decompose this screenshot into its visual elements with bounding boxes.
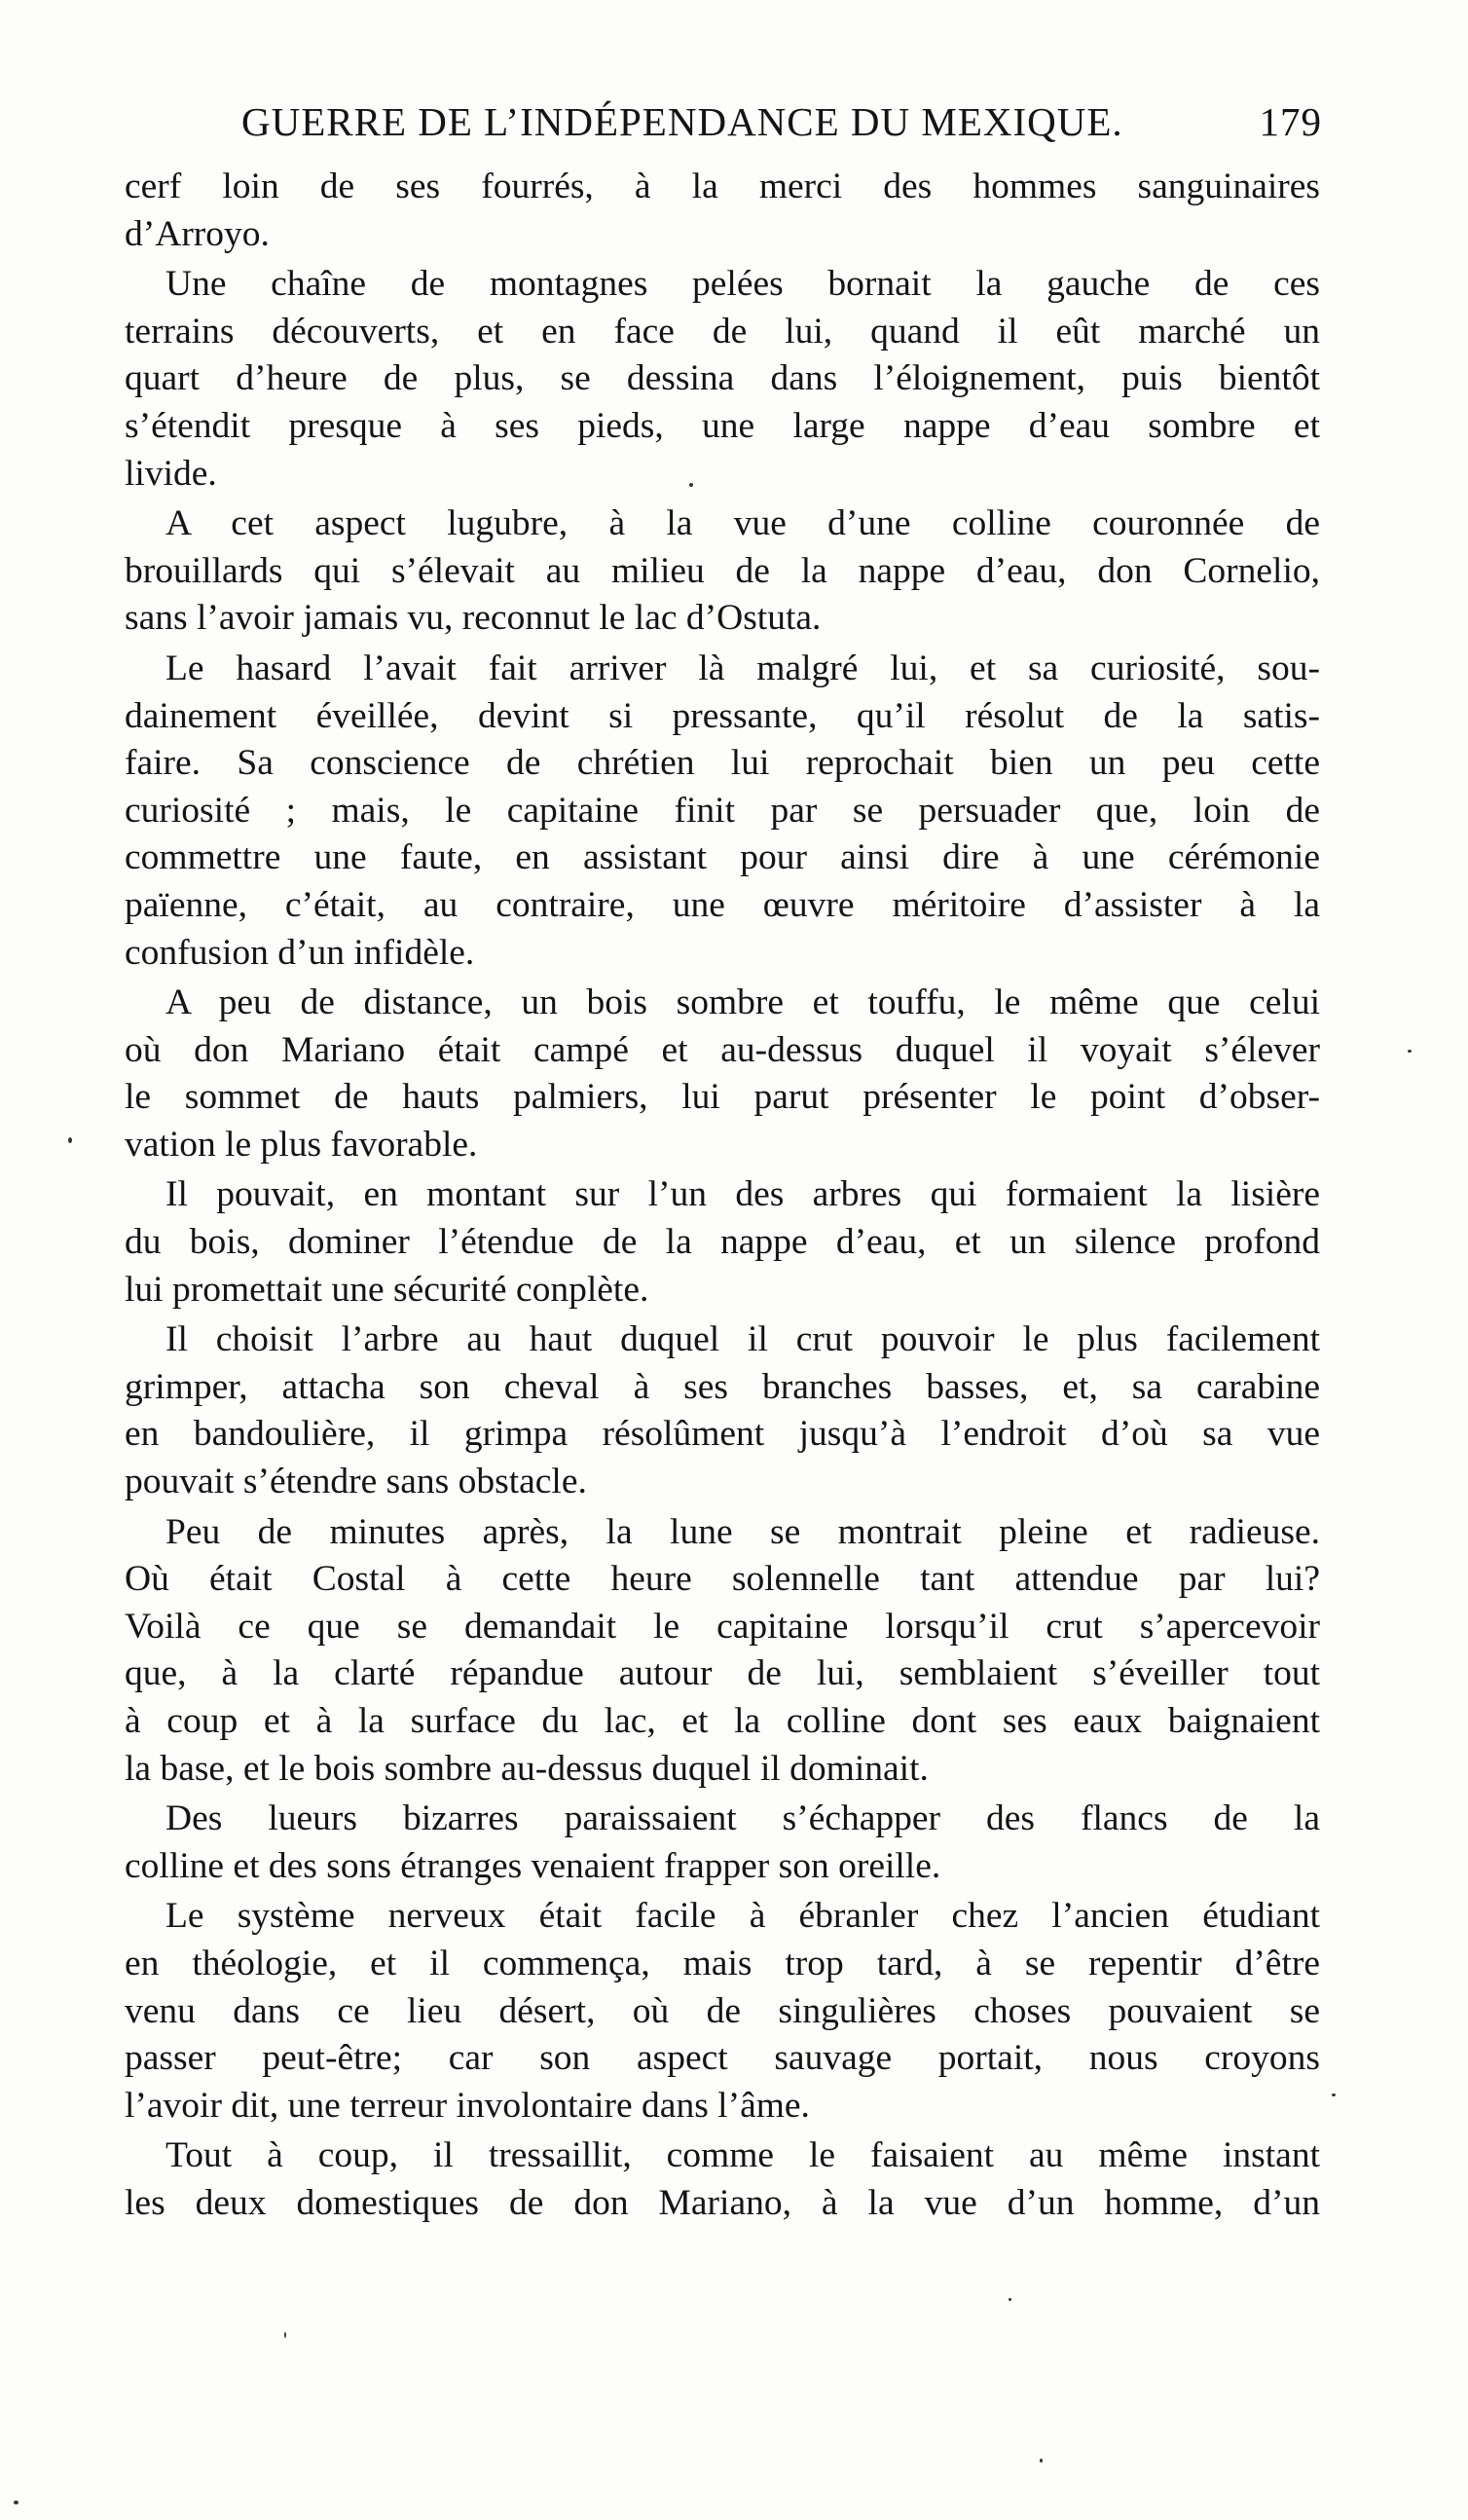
paragraph [125, 646, 1320, 977]
paragraph [125, 164, 1320, 258]
text-line: Tout à coup, il tressaillit, comme le faisaient au même instant [165, 2135, 1320, 2176]
scan-speck [1009, 2298, 1011, 2301]
body-text [125, 164, 1320, 2231]
scan-speck [68, 1137, 72, 1143]
text-line: les deux domestiques de don Mariano, à la vue d’un homme, d’un [125, 2182, 1320, 2223]
text-line: Une chaîne de montagnes pelées bornait la gauche de ces [165, 264, 1320, 305]
paragraph [125, 2132, 1320, 2227]
text-line: où don Mariano était campé et au-dessus duquel il voyait s’élever [125, 1029, 1320, 1070]
text-line: A cet aspect lugubre, à la vue d’une colline couronnée de [165, 503, 1320, 544]
text-line: passer peut-être; car son aspect sauvage portait, nous croyons [125, 2038, 1320, 2079]
paragraph [125, 500, 1320, 643]
paragraph [125, 1509, 1320, 1794]
text-line: livide. [125, 453, 217, 494]
running-head-title: GUERRE DE L’INDÉPENDANCE DU MEXIQUE. [241, 99, 1123, 144]
page-number: 179 [1259, 99, 1322, 144]
text-line: l’avoir dit, une terreur involontaire dans l’âme. [125, 2085, 810, 2126]
text-line: la base, et le bois sombre au-dessus duquel il dominait. [125, 1748, 929, 1789]
text-line: dainement éveillée, devint si pressante, qu’il résolut de la satis- [125, 695, 1320, 736]
text-line: à coup et à la surface du lac, et la colline dont ses eaux baignaient [125, 1701, 1320, 1741]
text-line: vation le plus favorable. [125, 1124, 478, 1165]
text-line: en théologie, et il commença, mais trop tard, à se repentir d’être [125, 1943, 1320, 1983]
text-line: venu dans ce lieu désert, où de singulières choses pouvaient se [125, 1990, 1320, 2031]
text-line: que, à la clarté répandue autour de lui, semblaient s’éveiller tout [125, 1653, 1320, 1694]
text-line: pouvait s’étendre sans obstacle. [125, 1462, 587, 1502]
scan-speck [1040, 2459, 1043, 2463]
text-line: brouillards qui s’élevait au milieu de la nappe d’eau, don Cornelio, [125, 550, 1320, 591]
text-line: confusion d’un infidèle. [125, 932, 475, 973]
text-line: cerf loin de ses fourrés, à la merci des hommes sanguinaires [125, 167, 1320, 206]
scan-speck [1408, 1050, 1412, 1053]
text-line: en bandoulière, il grimpa résolûment jusqu’à l’endroit d’où sa vue [125, 1414, 1320, 1455]
text-line: quart d’heure de plus, se dessina dans l’éloignement, puis bientôt [125, 358, 1320, 399]
text-line: faire. Sa conscience de chrétien lui reprochait bien un peu cette [125, 743, 1320, 784]
paragraph [125, 1171, 1320, 1314]
text-line: Voilà ce que se demandait le capitaine lorsqu’il crut s’apercevoir [125, 1606, 1320, 1647]
text-line: Des lueurs bizarres paraissaient s’échapper des flancs de la [165, 1798, 1320, 1839]
text-line: commettre une faute, en assistant pour ainsi dire à une cérémonie [125, 837, 1320, 878]
scan-speck [1332, 2094, 1336, 2096]
text-line: s’étendit presque à ses pieds, une large nappe d’eau sombre et [125, 405, 1320, 446]
text-line: terrains découverts, et en face de lui, quand il eût marché un [125, 311, 1320, 352]
text-line: A peu de distance, un bois sombre et touffu, le même que celui [165, 982, 1320, 1023]
text-line: Le hasard l’avait fait arriver là malgré lui, et sa curiosité, sou- [165, 648, 1320, 688]
paragraph [125, 1316, 1320, 1505]
text-line: Il pouvait, en montant sur l’un des arbres qui formaient la lisière [165, 1174, 1320, 1215]
text-line: Le système nerveux était facile à ébranler chez l’ancien étudiant [165, 1896, 1320, 1937]
paragraph [125, 980, 1320, 1168]
text-line: grimper, attacha son cheval à ses branches basses, et, sa carabine [125, 1366, 1320, 1407]
text-line: Où était Costal à cette heure solennelle tant attendue par lui? [125, 1559, 1320, 1600]
text-line: colline et des sons étranges venaient frapper son oreille. [125, 1845, 941, 1886]
paragraph [125, 1796, 1320, 1890]
text-line: le sommet de hauts palmiers, lui parut présenter le point d’obser- [125, 1077, 1320, 1118]
scan-speck [689, 483, 693, 487]
text-line: curiosité ; mais, le capitaine finit par se persuader que, loin de [125, 790, 1320, 831]
text-line: Peu de minutes après, la lune se montrait pleine et radieuse. [165, 1511, 1320, 1552]
paragraph [125, 261, 1320, 498]
paragraph [125, 1893, 1320, 2130]
text-line: Il choisit l’arbre au haut duquel il crut pouvoir le plus facilement [165, 1319, 1320, 1360]
text-line: d’Arroyo. [125, 213, 270, 254]
text-line: lui promettait une sécurité conplète. [125, 1269, 649, 1310]
running-head [241, 93, 1322, 151]
scan-speck [14, 2501, 18, 2504]
text-line: du bois, dominer l’étendue de la nappe d’eau, et un silence profond [125, 1222, 1320, 1263]
scan-speck [284, 2332, 286, 2338]
text-line: païenne, c’était, au contraire, une œuvre méritoire d’assister à la [125, 884, 1320, 925]
text-line: sans l’avoir jamais vu, reconnut le lac d’Ostuta. [125, 598, 822, 639]
